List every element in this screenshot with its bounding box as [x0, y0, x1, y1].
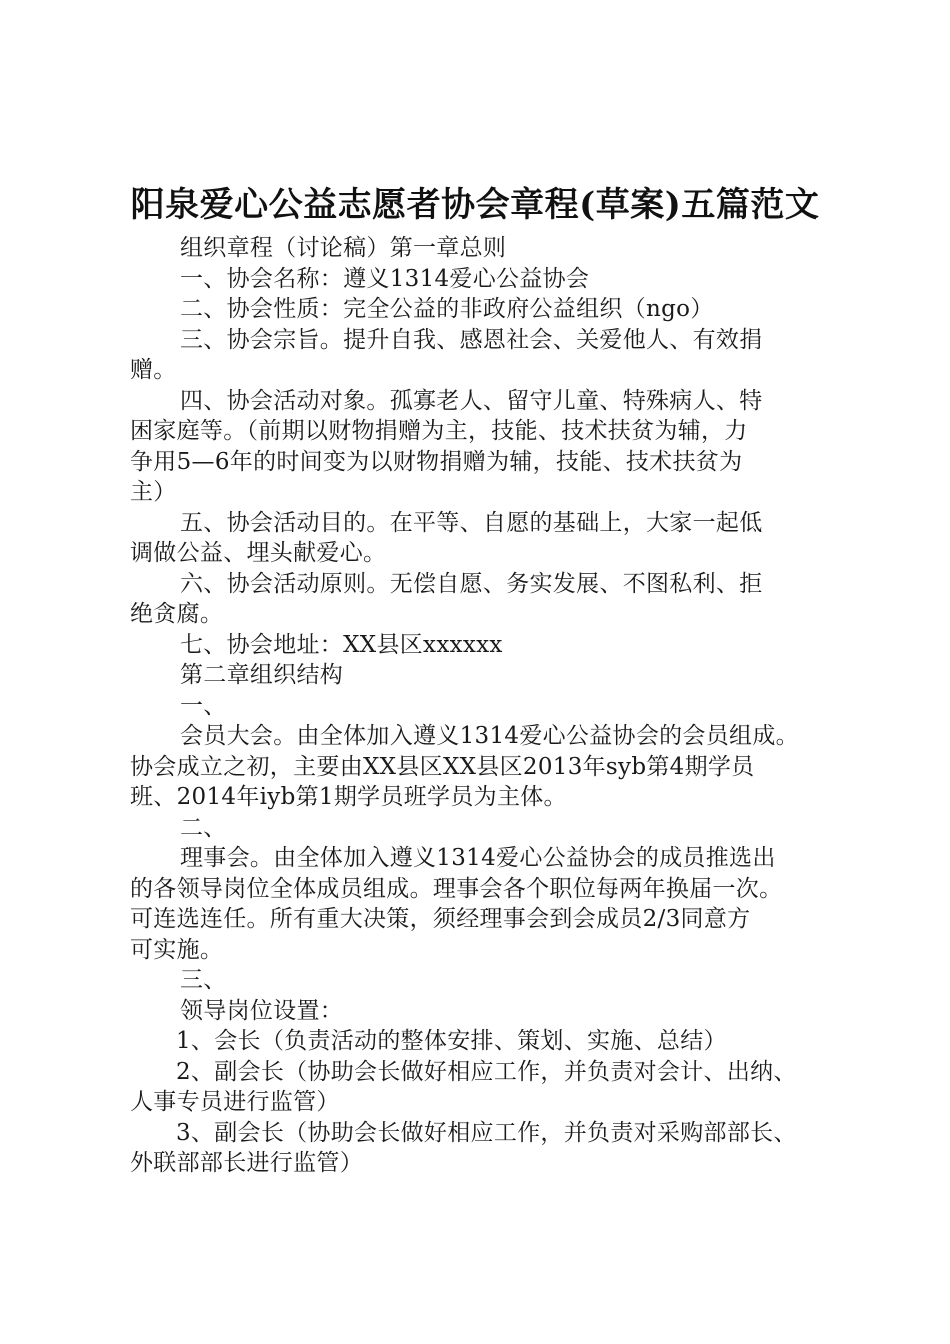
paragraph: 三、协会宗旨。提升自我、感恩社会、关爱他人、有效捐 赠。	[130, 326, 763, 383]
paragraph: 会员大会。由全体加入遵义1314爱心公益协会的会员组成。 协会成立之初，主要由XX县区XX县区2013年syb第4期学员 班、2014年iyb第1期学员班学员为主体。	[130, 723, 799, 810]
paragraph: 2、副会长（协助会长做好相应工作，并负责对会计、出纳、 人事专员进行监管）	[130, 1058, 797, 1115]
paragraph: 五、协会活动目的。在平等、自愿的基础上，大家一起低 调做公益、埋头献爱心。	[130, 509, 763, 566]
document-title: 阳泉爱心公益志愿者协会章程(草案)五篇范文	[130, 185, 820, 225]
paragraph: 二、	[180, 814, 227, 841]
paragraph: 1、会长（负责活动的整体安排、策划、实施、总结）	[176, 1028, 727, 1054]
paragraph: 一、	[180, 692, 227, 719]
paragraph: 组织章程（讨论稿）第一章总则	[180, 235, 507, 261]
paragraph: 二、协会性质：完全公益的非政府公益组织（ngo）	[180, 296, 714, 322]
paragraph: 七、协会地址：XX县区xxxxxx	[180, 631, 503, 658]
paragraph: 一、协会名称：遵义1314爱心公益协会	[180, 265, 590, 292]
document-body	[130, 233, 845, 1179]
paragraph: 四、协会活动对象。孤寡老人、留守儿童、特殊病人、特 困家庭等。（前期以财物捐赠为主，技能、技术扶贫为辅，力 争用5—6年的时间变为以财物捐赠为辅，技能、技术扶贫为 主）	[130, 387, 763, 505]
paragraph: 理事会。由全体加入遵义1314爱心公益协会的成员推选出 的各领导岗位全体成员组成。理事会各个职位每两年换届一次。 可连选连任。所有重大决策，须经理事会到会成员2/3同意方 可实施。	[130, 845, 783, 963]
paragraph: 第二章组织结构	[180, 662, 344, 688]
paragraph: 六、协会活动原则。无偿自愿、务实发展、不图私利、拒 绝贪腐。	[130, 570, 763, 627]
paragraph: 三、	[180, 967, 227, 993]
paragraph: 领导岗位设置：	[180, 997, 344, 1024]
paragraph: 3、副会长（协助会长做好相应工作，并负责对采购部部长、 外联部部长进行监管）	[130, 1119, 797, 1176]
